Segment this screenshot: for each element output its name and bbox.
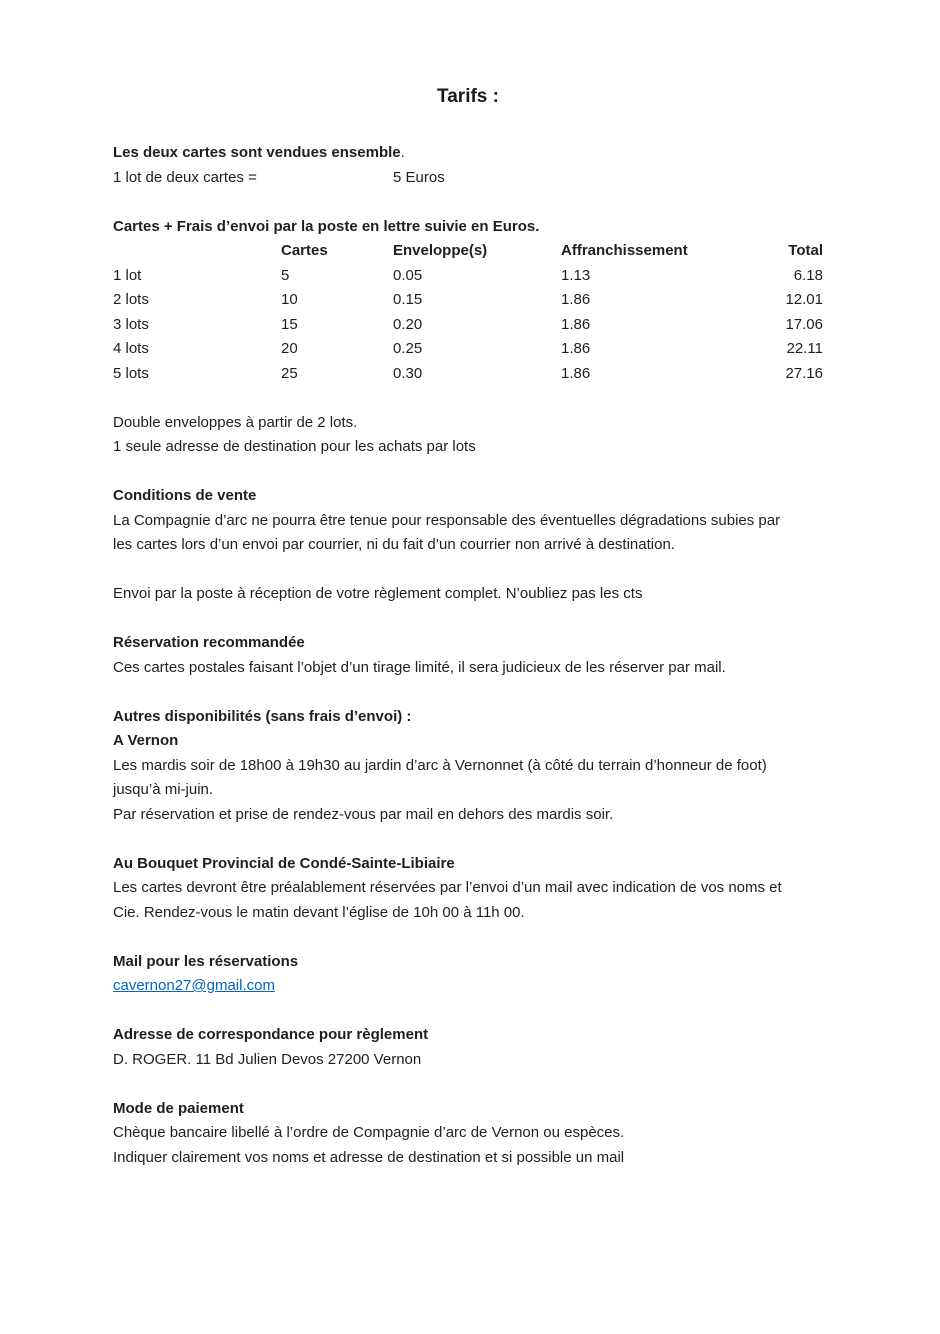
disponibilites-line: Les mardis soir de 18h00 à 19h30 au jardin d’arc à Vernonnet (à côté du terrain d’honneur de foot) [113, 756, 767, 774]
conditions-line: les cartes lors d’un envoi par courrier, ni du fait d’un courrier non arrivé à destination. [113, 536, 675, 553]
pricing-table [113, 215, 823, 387]
bouquet-heading: Au Bouquet Provincial de Condé-Sainte-Libiaire [113, 854, 455, 872]
table-row [113, 362, 823, 387]
row-affranchissement: 1.86 [561, 291, 591, 308]
pricing-table-caption: Cartes + Frais d’envoi par la poste en lettre suivie en Euros. [113, 217, 540, 235]
row-affranchissement: 1.13 [561, 266, 591, 284]
header-enveloppes: Enveloppe(s) [393, 242, 488, 259]
row-label: 1 lot [113, 266, 142, 284]
intro-bold-suffix: . [400, 144, 405, 161]
row-label: 2 lots [113, 291, 149, 308]
row-cartes: 15 [281, 315, 298, 333]
disponibilites-heading: Autres disponibilités (sans frais d’envoi) : [113, 707, 412, 725]
row-enveloppes: 0.05 [393, 266, 423, 284]
mail-heading: Mail pour les réservations [113, 952, 299, 970]
conditions-line: La Compagnie d’arc ne pourra être tenue pour responsable des éventuelles dégradations subies par [113, 511, 781, 529]
row-cartes: 10 [281, 291, 298, 308]
conditions-heading: Conditions de vente [113, 487, 257, 504]
row-cartes: 20 [281, 340, 298, 357]
header-cartes: Cartes [281, 242, 328, 259]
row-label: 3 lots [113, 315, 149, 333]
row-enveloppes: 0.15 [393, 291, 423, 308]
row-enveloppes: 0.30 [393, 364, 423, 382]
paiement-line: Indiquer clairement vos noms et adresse de destination et si possible un mail [113, 1148, 625, 1166]
row-label: 4 lots [113, 340, 149, 357]
disponibilites-subheading: A Vernon [113, 732, 179, 749]
header-affranchissement: Affranchissement [561, 242, 688, 259]
paiement-heading: Mode de paiement [113, 1099, 244, 1117]
row-total: 27.16 [785, 364, 823, 382]
row-enveloppes: 0.25 [393, 340, 423, 357]
row-label: 5 lots [113, 364, 149, 382]
lot-price-value: 5 Euros [393, 168, 445, 186]
bouquet-line: Cie. Rendez-vous le matin devant l’église de 10h 00 à 11h 00. [113, 903, 525, 921]
note-single-address: 1 seule adresse de destination pour les achats par lots [113, 438, 476, 455]
table-row [113, 337, 823, 362]
row-total: 12.01 [785, 291, 823, 308]
note-double-envelopes: Double enveloppes à partir de 2 lots. [113, 413, 358, 431]
row-total: 6.18 [793, 266, 823, 284]
row-total: 22.11 [786, 340, 823, 357]
row-total: 17.06 [785, 315, 823, 333]
adresse-heading: Adresse de correspondance pour règlement [113, 1026, 429, 1043]
row-affranchissement: 1.86 [561, 315, 591, 333]
paiement-line: Chèque bancaire libellé à l’ordre de Compagnie d’arc de Vernon ou espèces. [113, 1124, 625, 1141]
page-title: Tarifs : [437, 86, 499, 107]
mail-line [113, 974, 823, 999]
row-enveloppes: 0.20 [393, 315, 423, 333]
row-affranchissement: 1.86 [561, 340, 591, 357]
row-cartes: 25 [281, 364, 298, 382]
row-cartes: 5 [281, 266, 290, 284]
table-row [113, 313, 823, 338]
adresse-line: D. ROGER. 11 Bd Julien Devos 27200 Vernon [113, 1050, 422, 1068]
disponibilites-line: jusqu’à mi-juin. [113, 781, 214, 798]
reservation-body: Ces cartes postales faisant l’objet d’un tirage limité, il sera judicieux de les réserver par mail. [113, 658, 726, 676]
lot-price-line [113, 166, 823, 191]
table-row [113, 264, 823, 289]
pricing-table-header-row [113, 239, 823, 264]
header-total: Total [788, 242, 823, 259]
envoi-note: Envoi par la poste à réception de votre règlement complet. N’oubliez pas les cts [113, 585, 643, 602]
lot-price-label: 1 lot de deux cartes = [113, 168, 257, 186]
table-row [113, 288, 823, 313]
disponibilites-line: Par réservation et prise de rendez-vous par mail en dehors des mardis soir. [113, 805, 614, 823]
reservation-heading: Réservation recommandée [113, 634, 305, 651]
reservation-email-link[interactable]: cavernon27@gmail.com [113, 977, 275, 994]
intro-bold-text: Les deux cartes sont vendues ensemble [113, 144, 401, 161]
row-affranchissement: 1.86 [561, 364, 591, 382]
bouquet-line: Les cartes devront être préalablement réservées par l’envoi d’un mail avec indication de vos noms et [113, 879, 782, 896]
header-empty [113, 239, 281, 264]
intro-bold-line [113, 141, 823, 166]
